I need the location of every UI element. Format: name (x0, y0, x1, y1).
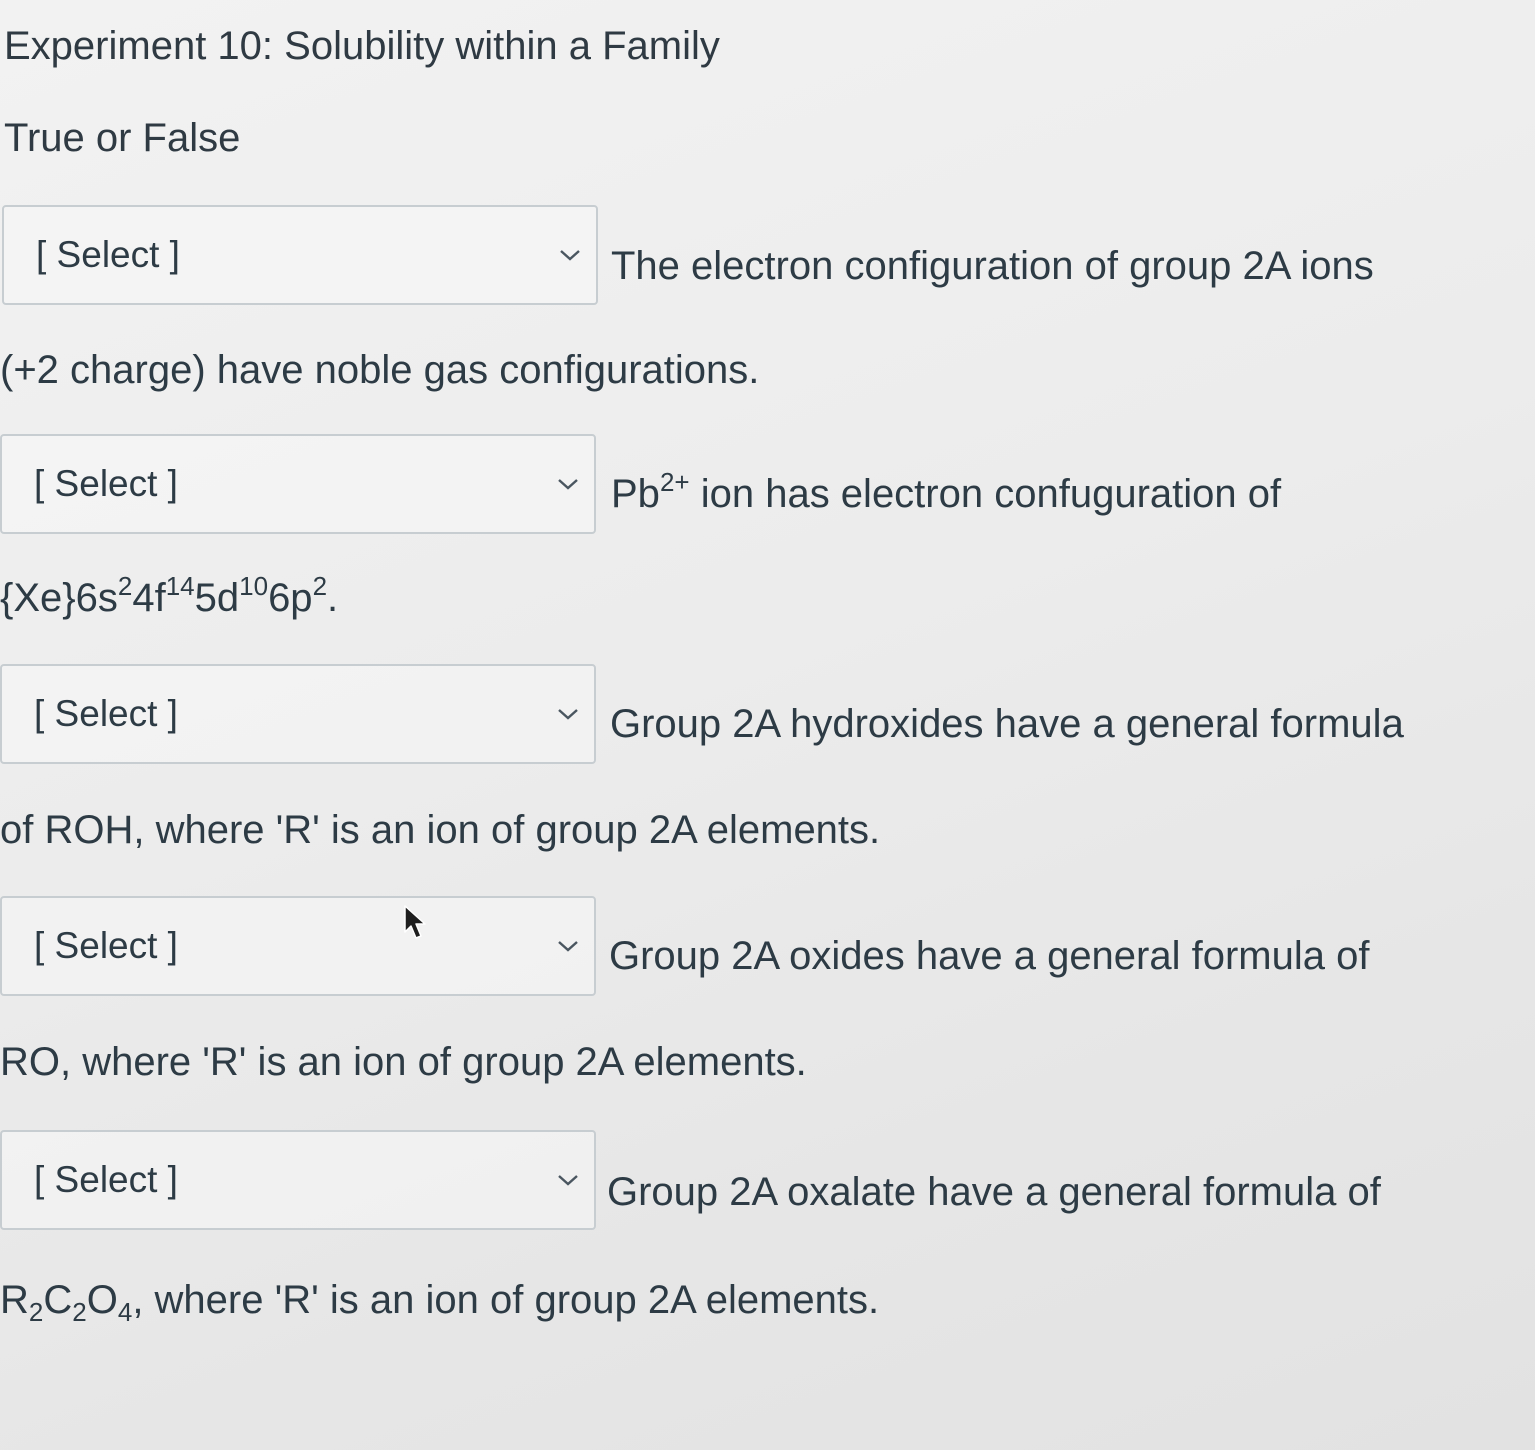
answer-select-4[interactable] (0, 896, 596, 996)
page-title: Experiment 10: Solubility within a Family (4, 24, 720, 68)
config-term: 4f (132, 576, 166, 620)
answer-select-5[interactable] (0, 1130, 596, 1230)
formula-subscript: 2 (72, 1297, 87, 1327)
config-term: 5d (194, 576, 240, 620)
mouse-pointer-icon (403, 904, 429, 942)
formula-subscript: 2 (28, 1297, 44, 1327)
chevron-down-icon (556, 706, 580, 722)
config-exponent: 2 (312, 571, 328, 601)
formula-term: O (86, 1278, 118, 1322)
statement-3-line-1: Group 2A hydroxides have a general formula (610, 702, 1404, 746)
answer-select-2[interactable] (0, 434, 596, 534)
statement-1-line-2: (+2 charge) have noble gas configurations. (0, 348, 760, 392)
config-exponent: 2 (117, 571, 133, 601)
config-exponent: 14 (165, 571, 195, 601)
select-value: [ Select ] (36, 234, 180, 275)
statement-4-line-1: Group 2A oxides have a general formula of (609, 934, 1370, 978)
statement-5-line-2 (0, 1276, 880, 1327)
answer-select-3[interactable] (0, 664, 596, 764)
ion-charge: 2+ (659, 467, 690, 497)
formula-term: R (0, 1278, 29, 1322)
instructions: True or False (4, 116, 241, 160)
statement-2-text: ion has electron confuguration of (689, 472, 1282, 516)
config-term: 6p (268, 576, 313, 620)
statement-4-line-2: RO, where 'R' is an ion of group 2A elements. (0, 1040, 807, 1084)
select-value: [ Select ] (34, 925, 178, 966)
chevron-down-icon (556, 938, 580, 954)
chevron-down-icon (556, 1172, 580, 1188)
config-exponent: 10 (239, 571, 269, 601)
config-end: . (327, 576, 339, 620)
electron-configuration (0, 571, 339, 622)
statement-1-line-1: The electron configuration of group 2A ions (611, 244, 1374, 288)
chevron-down-icon (558, 247, 582, 263)
statement-5-text: , where 'R' is an ion of group 2A elements. (132, 1278, 880, 1322)
config-term: {Xe}6s (0, 576, 118, 620)
element-symbol: Pb (611, 472, 660, 516)
select-value: [ Select ] (34, 463, 178, 504)
statement-5-line-1: Group 2A oxalate have a general formula of (607, 1170, 1381, 1214)
select-value: [ Select ] (34, 1159, 178, 1200)
statement-3-line-2: of ROH, where 'R' is an ion of group 2A elements. (0, 808, 881, 852)
formula-subscript: 4 (117, 1297, 133, 1327)
select-value: [ Select ] (34, 693, 178, 734)
chevron-down-icon (556, 476, 580, 492)
statement-2-line-1 (611, 467, 1282, 518)
formula-term: C (43, 1278, 73, 1322)
answer-select-1[interactable] (2, 205, 598, 305)
